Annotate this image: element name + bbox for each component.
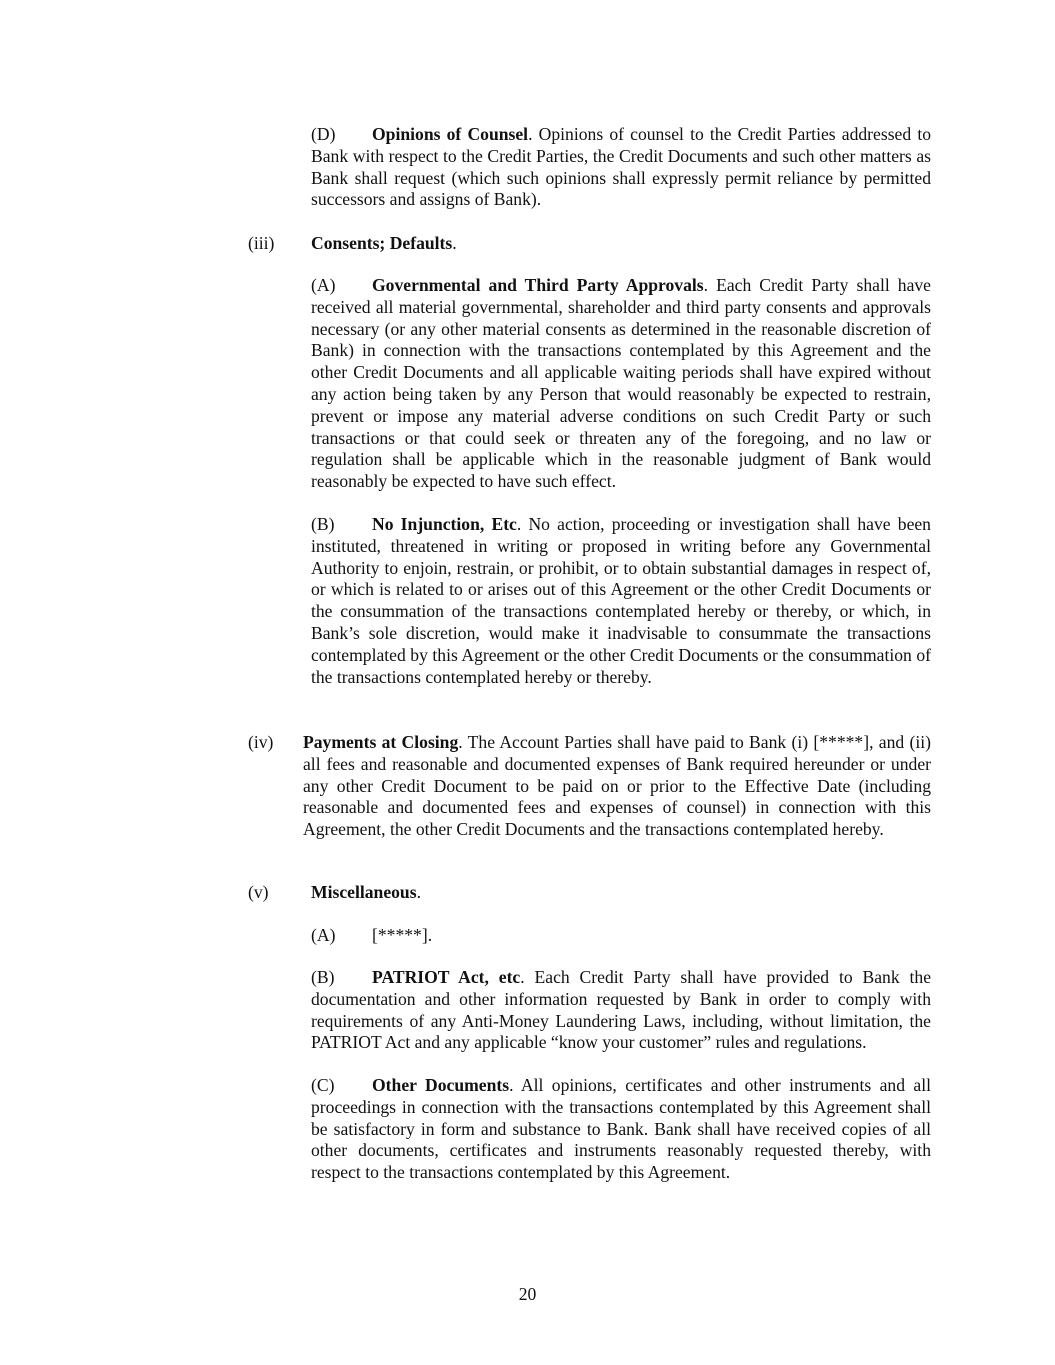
section-v-heading: Miscellaneous: [311, 882, 417, 902]
paragraph-heading: Other Documents: [372, 1075, 510, 1095]
section-iii-heading-line: [311, 233, 457, 255]
paragraph-d-opinions-of-counsel: [311, 124, 931, 211]
section-v-heading-trail: .: [416, 882, 421, 902]
page-number: 20: [518, 1284, 537, 1304]
section-iv-label: (iv): [248, 732, 274, 752]
paragraph-text: . All opinions, certificates and other instruments and all proceedings in connection with the transactions contemplated by this Agreement shall be satisfactory in form and substance to Bank. Bank shall have received copies of all other documents, certificates and instruments reasonably requested thereby, with respect to the transactions contemplated by this Agreement.: [311, 1075, 931, 1183]
paragraph-text: . Opinions of counsel to the Credit Parties addressed to Bank with respect to the Credit Parties, the Credit Documents and such other matters as Bank shall request (which such opinions shall expressly permit reliance by permitted successors and assigns of Bank).: [311, 124, 932, 210]
paragraph-text: . No action, proceeding or investigation shall have been instituted, threatened in writing or proposed in writing before any Governmental Authority to enjoin, restrain, or prohibit, or to obtain substantial damages in respect of, or which is related to or arises out of this Agreement or the other Credit Documents or the consummation of the transactions contemplated hereby or thereby, or which, in Bank’s sole discretion, would make it inadvisable to consummate the transactions contemplated by this Agreement or the other Credit Documents or the consummation of the transactions contemplated hereby or thereby.: [311, 514, 931, 687]
paragraph-heading: PATRIOT Act, etc: [372, 967, 521, 987]
paragraph-iii-b-no-injunction: [311, 514, 931, 688]
section-v-label: (v): [248, 882, 269, 902]
section-iii-heading: Consents; Defaults: [311, 233, 453, 253]
paragraph-v-c-other-documents: [311, 1075, 931, 1184]
paragraph-v-a-redacted: [311, 925, 931, 947]
section-iii-heading-trail: .: [452, 233, 457, 253]
paragraph-heading: Opinions of Counsel: [372, 124, 529, 144]
paragraph-heading: Governmental and Third Party Approvals: [372, 275, 704, 295]
paragraph-text: . Each Credit Party shall have provided to Bank the documentation and other information requested by Bank in order to comply with requirements of any Anti-Money Laundering Laws, including, without limitation, the PATRIOT Act and any applicable “know your customer” rules and regulations.: [311, 967, 931, 1053]
paragraph-text: [*****].: [372, 925, 433, 945]
paragraph-heading: Payments at Closing: [303, 732, 459, 752]
paragraph-label: (B): [311, 967, 335, 987]
paragraph-label: (C): [311, 1075, 335, 1095]
paragraph-iv-payments-at-closing: [303, 732, 931, 841]
paragraph-label: (B): [311, 514, 335, 534]
paragraph-text: . The Account Parties shall have paid to Bank (i) [*****], and (ii) all fees and reasonable and documented expenses of Bank required hereunder or under any other Credit Document to be paid on or prior to the Effective Date (including reasonable and documented fees and expenses of counsel) in connection with this Agreement, the other Credit Documents and the transactions contemplated hereby.: [303, 732, 931, 840]
paragraph-label: (A): [311, 925, 336, 945]
paragraph-heading: No Injunction, Etc: [372, 514, 517, 534]
paragraph-iii-a-approvals: [311, 275, 931, 493]
paragraph-label: (D): [311, 124, 336, 144]
paragraph-v-b-patriot-act: [311, 967, 931, 1054]
paragraph-label: (A): [311, 275, 336, 295]
section-v-heading-line: [311, 882, 421, 904]
paragraph-text: . Each Credit Party shall have received all material governmental, shareholder and third party consents and approvals necessary (or any other material consents as determined in the reasonable discretion of Bank) in connection with the transactions contemplated by this Agreement and the other Credit Documents and all applicable waiting periods shall have expired without any action being taken by any Person that would reasonably be expected to restrain, prevent or impose any material adverse conditions on such Credit Party or such transactions or that could seek or threaten any of the foregoing, and no law or regulation shall be applicable which in the reasonable judgment of Bank would reasonably be expected to have such effect.: [311, 275, 931, 492]
section-iii-label: (iii): [248, 233, 275, 253]
